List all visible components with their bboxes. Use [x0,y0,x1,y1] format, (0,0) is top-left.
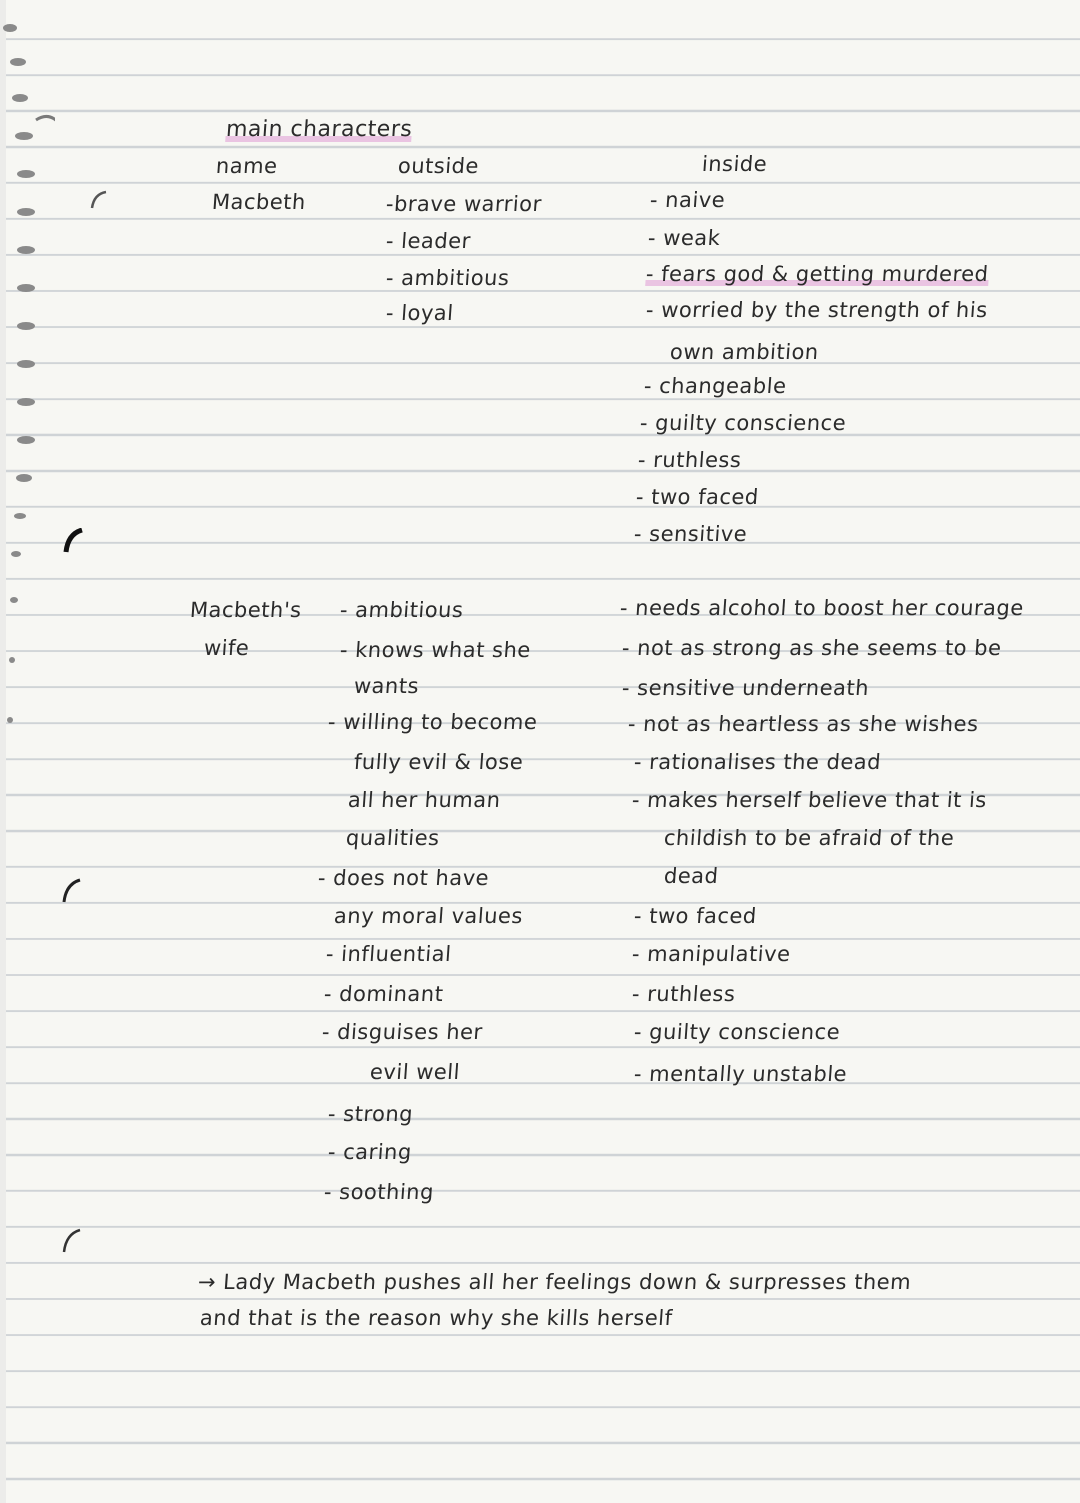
wife-inside-item: - mentally unstable [633,1062,848,1086]
wife-inside-item: dead [663,864,720,888]
macbeth-inside-item: own ambition [669,340,820,364]
wife-inside-item: - guilty conscience [633,1020,841,1044]
wife-outside-item: - influential [325,942,453,966]
wife-inside-item: - rationalises the dead [633,750,882,774]
wife-inside-item: - ruthless [631,982,737,1006]
wife-outside-item: - does not have [317,866,490,890]
macbeth-inside-item: - two faced [635,485,760,509]
wife-inside-item: - makes herself believe that it is [631,788,988,812]
wife-outside-item: - dominant [323,982,445,1006]
wife-outside-item: - ambitious [339,598,465,622]
wife-outside-item: - soothing [323,1180,435,1204]
macbeth-outside-item: - loyal [385,301,455,325]
macbeth-inside-item: - fears god & getting murdered [645,262,990,286]
macbeth-inside-item: - naive [649,188,726,212]
margin-mark-1-icon [88,190,108,210]
character-name-wife-line2: wife [203,636,251,660]
margin-mark-2-icon [62,528,84,554]
macbeth-outside-item: -brave warrior [385,192,543,216]
wife-outside-item: wants [353,674,420,698]
wife-inside-item: - not as heartless as she wishes [627,712,980,736]
macbeth-inside-item: - sensitive [633,522,748,546]
margin-mark-4-icon [60,1228,82,1254]
macbeth-inside-item: - worried by the strength of his [645,298,989,322]
spiral-binding [0,0,55,1503]
character-name-wife-line1: Macbeth's [189,598,303,622]
wife-inside-item: - sensitive underneath [621,676,870,700]
wife-inside-item: childish to be afraid of the [663,826,956,850]
conclusion-line-2: and that is the reason why she kills herself [199,1306,674,1330]
wife-inside-item: - needs alcohol to boost her courage [619,596,1025,620]
macbeth-inside-item: - weak [647,226,722,250]
character-name-macbeth: Macbeth [211,190,307,214]
wife-outside-item: qualities [345,826,441,850]
macbeth-outside-item: - ambitious [385,266,511,290]
wife-outside-item: - strong [327,1102,414,1126]
macbeth-inside-item: - ruthless [637,448,743,472]
page-title: main characters [225,117,414,142]
column-header-outside: outside [397,154,480,178]
macbeth-inside-item: - changeable [643,374,788,398]
wife-outside-item: all her human [347,788,502,812]
wife-outside-item: fully evil & lose [353,750,525,774]
macbeth-inside-item: - guilty conscience [639,411,847,435]
conclusion-line-1: → Lady Macbeth pushes all her feelings down & surpresses them [197,1270,912,1294]
wife-outside-item: - caring [327,1140,413,1164]
macbeth-outside-item: - leader [385,229,472,253]
wife-outside-item: - knows what she [339,638,532,662]
column-header-name: name [215,154,279,178]
column-header-inside: inside [701,152,769,176]
wife-outside-item: - disguises her [321,1020,484,1044]
margin-mark-3-icon [60,878,82,904]
wife-inside-item: - not as strong as she seems to be [621,636,1003,660]
wife-outside-item: - willing to become [327,710,539,734]
wife-inside-item: - manipulative [631,942,792,966]
wife-outside-item: any moral values [333,904,524,928]
wife-inside-item: - two faced [633,904,758,928]
wife-outside-item: evil well [369,1060,461,1084]
